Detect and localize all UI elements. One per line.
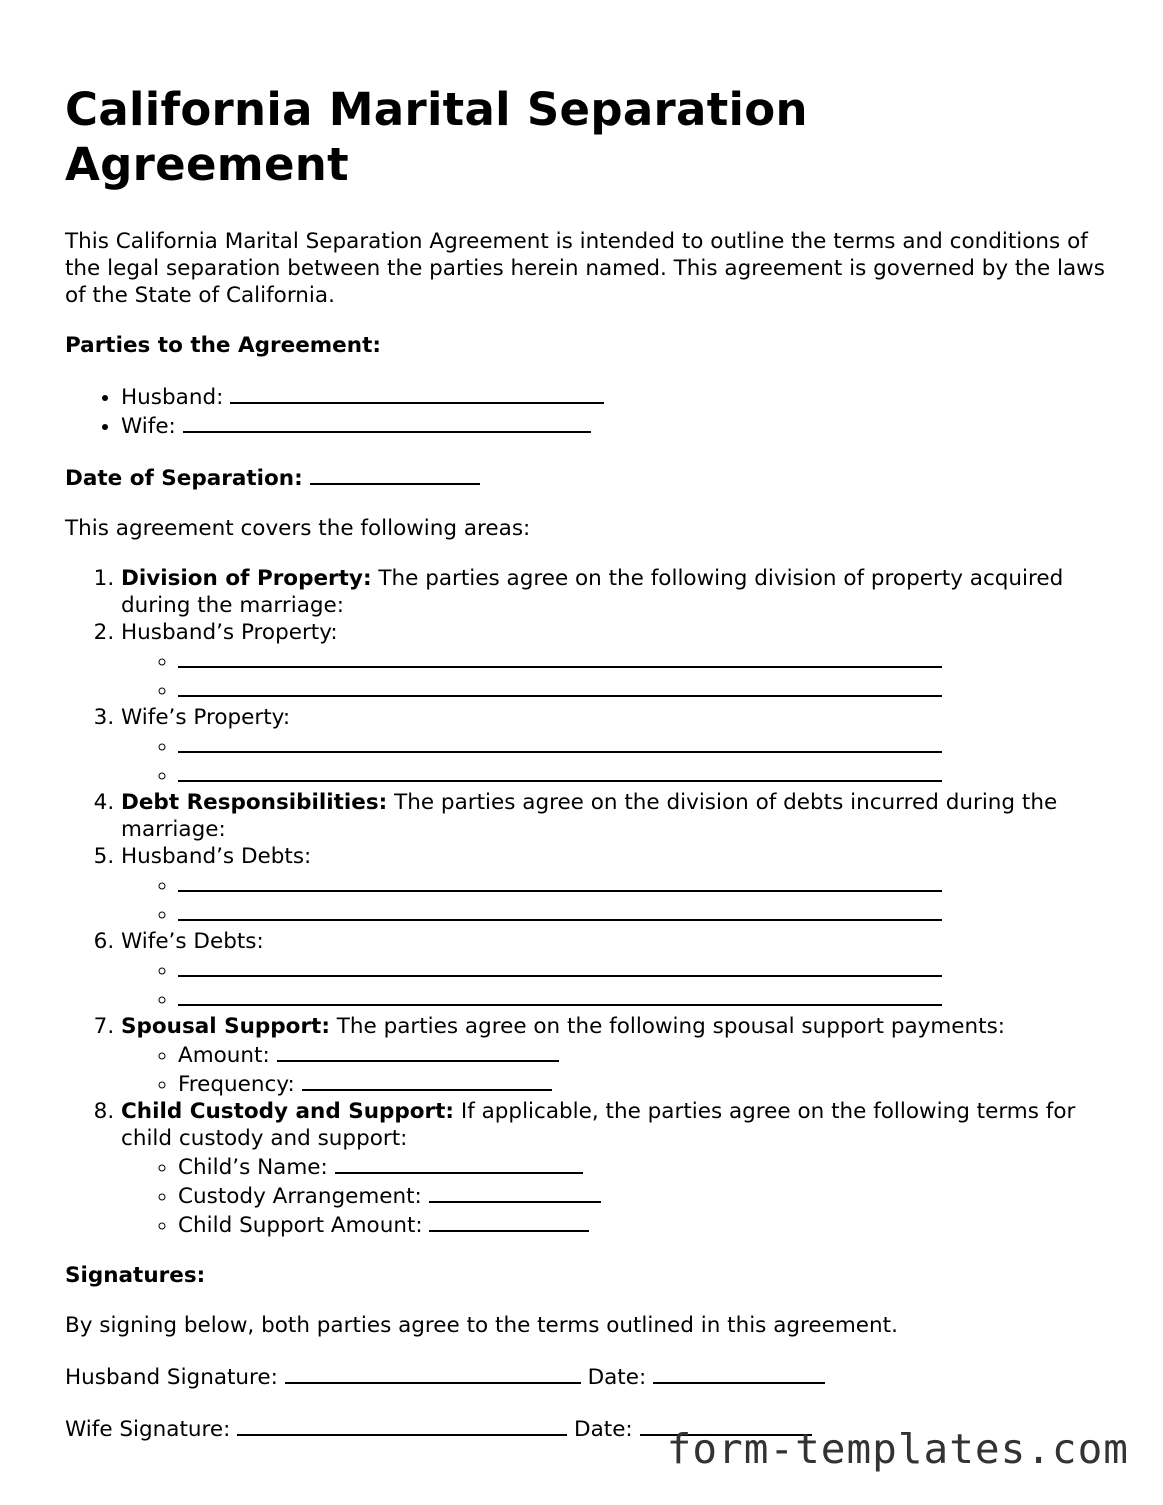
list-item — [178, 870, 1105, 899]
list-item — [121, 411, 1105, 440]
husband-debt-field[interactable] — [178, 870, 942, 892]
wife-name-field[interactable] — [183, 411, 591, 433]
separation-date-field[interactable] — [310, 463, 480, 485]
custody-arrangement-label: Custody Arrangement: — [178, 1184, 422, 1209]
wife-debt-field[interactable] — [178, 984, 942, 1006]
list-item — [178, 731, 1105, 760]
list-item — [121, 382, 1105, 411]
amount-label: Amount: — [178, 1043, 270, 1068]
list-item — [121, 928, 1105, 1013]
child-support-amount-field[interactable] — [429, 1210, 589, 1232]
list-item — [121, 789, 1105, 843]
date-label: Date: — [587, 1365, 647, 1390]
spousal-text: The parties agree on the following spousal support payments: — [329, 1014, 1006, 1039]
wife-property-label: Wife’s Property: — [121, 705, 291, 730]
signatures-heading: Signatures: — [65, 1263, 206, 1288]
list-item — [121, 619, 1105, 704]
husband-signature-field[interactable] — [285, 1362, 581, 1384]
child-support-amount-label: Child Support Amount: — [178, 1213, 423, 1238]
debt-text: The parties agree on the division of debts incurred during the marriage: — [121, 790, 1058, 842]
date-label: Date: — [574, 1417, 633, 1442]
wife-property-field[interactable] — [178, 731, 942, 753]
list-item — [178, 1152, 1105, 1181]
list-item — [121, 565, 1105, 619]
husband-label: Husband: — [121, 385, 224, 410]
list-item — [178, 675, 1105, 704]
child-name-field[interactable] — [335, 1152, 583, 1174]
custody-title: Child Custody and Support: — [121, 1099, 455, 1124]
child-name-label: Child’s Name: — [178, 1155, 328, 1180]
document-page — [65, 82, 1105, 1443]
debt-title: Debt Responsibilities: — [121, 790, 388, 815]
document-title: California Marital Separation Agreement — [65, 83, 808, 191]
husband-name-field[interactable] — [230, 382, 604, 404]
husband-property-field[interactable] — [178, 646, 942, 668]
areas-list — [65, 565, 1105, 1239]
amount-field[interactable] — [277, 1040, 559, 1062]
frequency-label: Frequency: — [178, 1072, 295, 1097]
custody-arrangement-field[interactable] — [429, 1181, 601, 1203]
division-text: The parties agree on the following division of property acquired during the marriage: — [121, 566, 1064, 618]
watermark: form-templates.com — [666, 1425, 1129, 1473]
husband-signature-label: Husband Signature: — [65, 1365, 278, 1390]
list-item — [121, 704, 1105, 789]
husband-property-field[interactable] — [178, 675, 942, 697]
list-item — [121, 843, 1105, 928]
husband-signature-line — [65, 1362, 1105, 1391]
division-title: Division of Property: — [121, 566, 372, 591]
husband-property-label: Husband’s Property: — [121, 620, 338, 645]
parties-list — [65, 382, 1105, 440]
list-item — [121, 1098, 1105, 1239]
wife-debts-label: Wife’s Debts: — [121, 929, 264, 954]
spousal-title: Spousal Support: — [121, 1014, 330, 1039]
wife-signature-label: Wife Signature: — [65, 1417, 231, 1442]
list-item — [178, 1069, 1105, 1098]
wife-property-field[interactable] — [178, 760, 942, 782]
wife-label: Wife: — [121, 414, 176, 439]
intro-paragraph: This California Marital Separation Agreement is intended to outline the terms and conditions of the legal separation between the parties herein named. This agreement is governed by the laws of the State of California. — [65, 229, 1105, 308]
list-item — [178, 1040, 1105, 1069]
separation-date-label: Date of Separation: — [65, 466, 303, 491]
areas-intro: This agreement covers the following areas: — [65, 516, 531, 541]
list-item — [178, 955, 1105, 984]
husband-date-field[interactable] — [653, 1362, 825, 1384]
parties-heading: Parties to the Agreement: — [65, 333, 381, 358]
wife-debt-field[interactable] — [178, 955, 942, 977]
custody-text: If applicable, the parties agree on the following terms for child custody and support: — [121, 1099, 1076, 1151]
wife-signature-field[interactable] — [237, 1414, 567, 1436]
husband-debts-label: Husband’s Debts: — [121, 844, 312, 869]
husband-debt-field[interactable] — [178, 899, 942, 921]
signatures-statement: By signing below, both parties agree to the terms outlined in this agreement. — [65, 1313, 898, 1338]
list-item — [178, 984, 1105, 1013]
list-item — [121, 1013, 1105, 1098]
frequency-field[interactable] — [302, 1069, 552, 1091]
list-item — [178, 1181, 1105, 1210]
list-item — [178, 1210, 1105, 1239]
list-item — [178, 646, 1105, 675]
list-item — [178, 899, 1105, 928]
list-item — [178, 760, 1105, 789]
separation-date-line — [65, 463, 1105, 492]
